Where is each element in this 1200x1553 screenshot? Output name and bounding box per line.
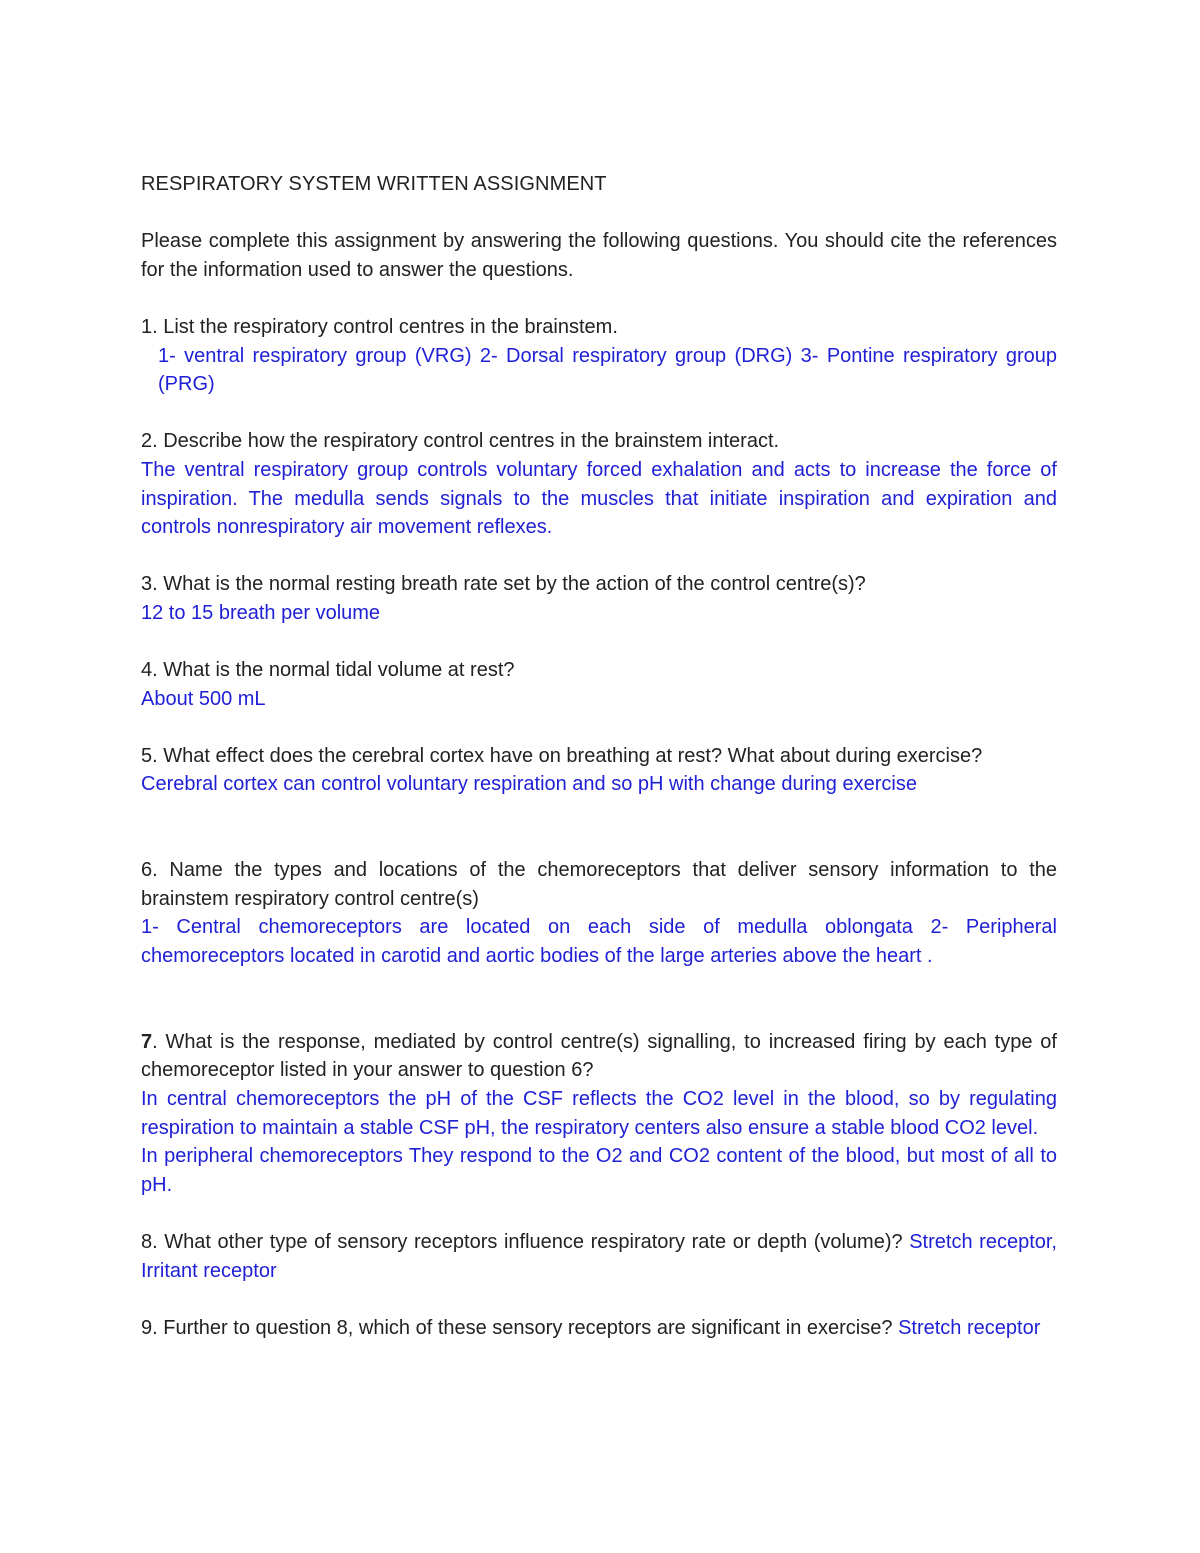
question-4-text: 4. What is the normal tidal volume at rest? (141, 659, 515, 682)
question-9-body: 9. Further to question 8, which of these sensory receptors are significant in exercise? (141, 1316, 893, 1339)
question-7-number: 7 (141, 1030, 153, 1053)
answer-7-peripheral-text: In peripheral chemoreceptors They respond to the O2 and CO2 content of the blood, but most of all to pH. (141, 1145, 1057, 1196)
question-8-body: 8. What other type of sensory receptors influence respiratory rate or depth (volume)? (141, 1230, 903, 1253)
question-block-2 (141, 427, 1057, 541)
question-block-6 (141, 856, 1057, 970)
question-block-3 (141, 570, 1057, 627)
answer-9-text: Stretch receptor (898, 1316, 1041, 1339)
answer-7-central-text: In central chemoreceptors the pH of the CSF reflects the CO2 level in the blood, so by regulating respiration to maintain a stable CSF pH, the respiratory centers also ensure a stable blood CO2 level. (141, 1088, 1057, 1139)
answer-5-text: Cerebral cortex can control voluntary respiration and so pH with change during exercise (141, 773, 917, 796)
document-title: RESPIRATORY SYSTEM WRITTEN ASSIGNMENT (141, 173, 607, 195)
question-block-5 (141, 742, 1057, 799)
question-1-text: 1. List the respiratory control centres in the brainstem. (141, 315, 618, 338)
spacer (141, 828, 1057, 857)
question-9-text (141, 1314, 1057, 1343)
question-8-text (141, 1228, 1057, 1285)
question-5-text: 5. What effect does the cerebral cortex have on breathing at rest? What about during exercise? (141, 744, 983, 767)
intro-paragraph: Please complete this assignment by answering the following questions. You should cite the references for the information used to answer the questions. (141, 230, 1057, 281)
answer-4-text: About 500 mL (141, 687, 266, 710)
answer-8-text: Stretch receptor, Irritant receptor (141, 1230, 1057, 1282)
question-7-text (141, 1028, 1057, 1085)
question-3-text: 3. What is the normal resting breath rate set by the action of the control centre(s)? (141, 573, 866, 596)
question-2-text: 2. Describe how the respiratory control centres in the brainstem interact. (141, 430, 780, 453)
answer-3-text: 12 to 15 breath per volume (141, 601, 381, 624)
answer-6-text: 1- Central chemoreceptors are located on each side of medulla oblongata 2- Peripheral chemoreceptors located in carotid and aortic bodies of the large arteries above the heart . (141, 916, 1057, 968)
question-block-1 (141, 313, 1057, 399)
question-block-9 (141, 1314, 1057, 1343)
answer-1-text: 1- ventral respiratory group (VRG) 2- Dorsal respiratory group (DRG) 3- Pontine respiratory group (PRG) (158, 344, 1057, 396)
question-block-8 (141, 1228, 1057, 1285)
answer-2-text: The ventral respiratory group controls voluntary forced exhalation and acts to increase the force of inspiration. The medulla sends signals to the muscles that initiate inspiration and expiration and controls nonrespiratory air movement reflexes. (141, 458, 1057, 539)
question-block-4 (141, 656, 1057, 713)
question-block-7 (141, 1028, 1057, 1200)
question-6-text: 6. Name the types and locations of the chemoreceptors that deliver sensory information to the brainstem respiratory control centre(s) (141, 859, 1057, 910)
document-page (141, 170, 1057, 1371)
spacer (141, 999, 1057, 1028)
question-7-body: . What is the response, mediated by control centre(s) signalling, to increased firing by each type of chemoreceptor listed in your answer to question 6? (141, 1030, 1057, 1082)
